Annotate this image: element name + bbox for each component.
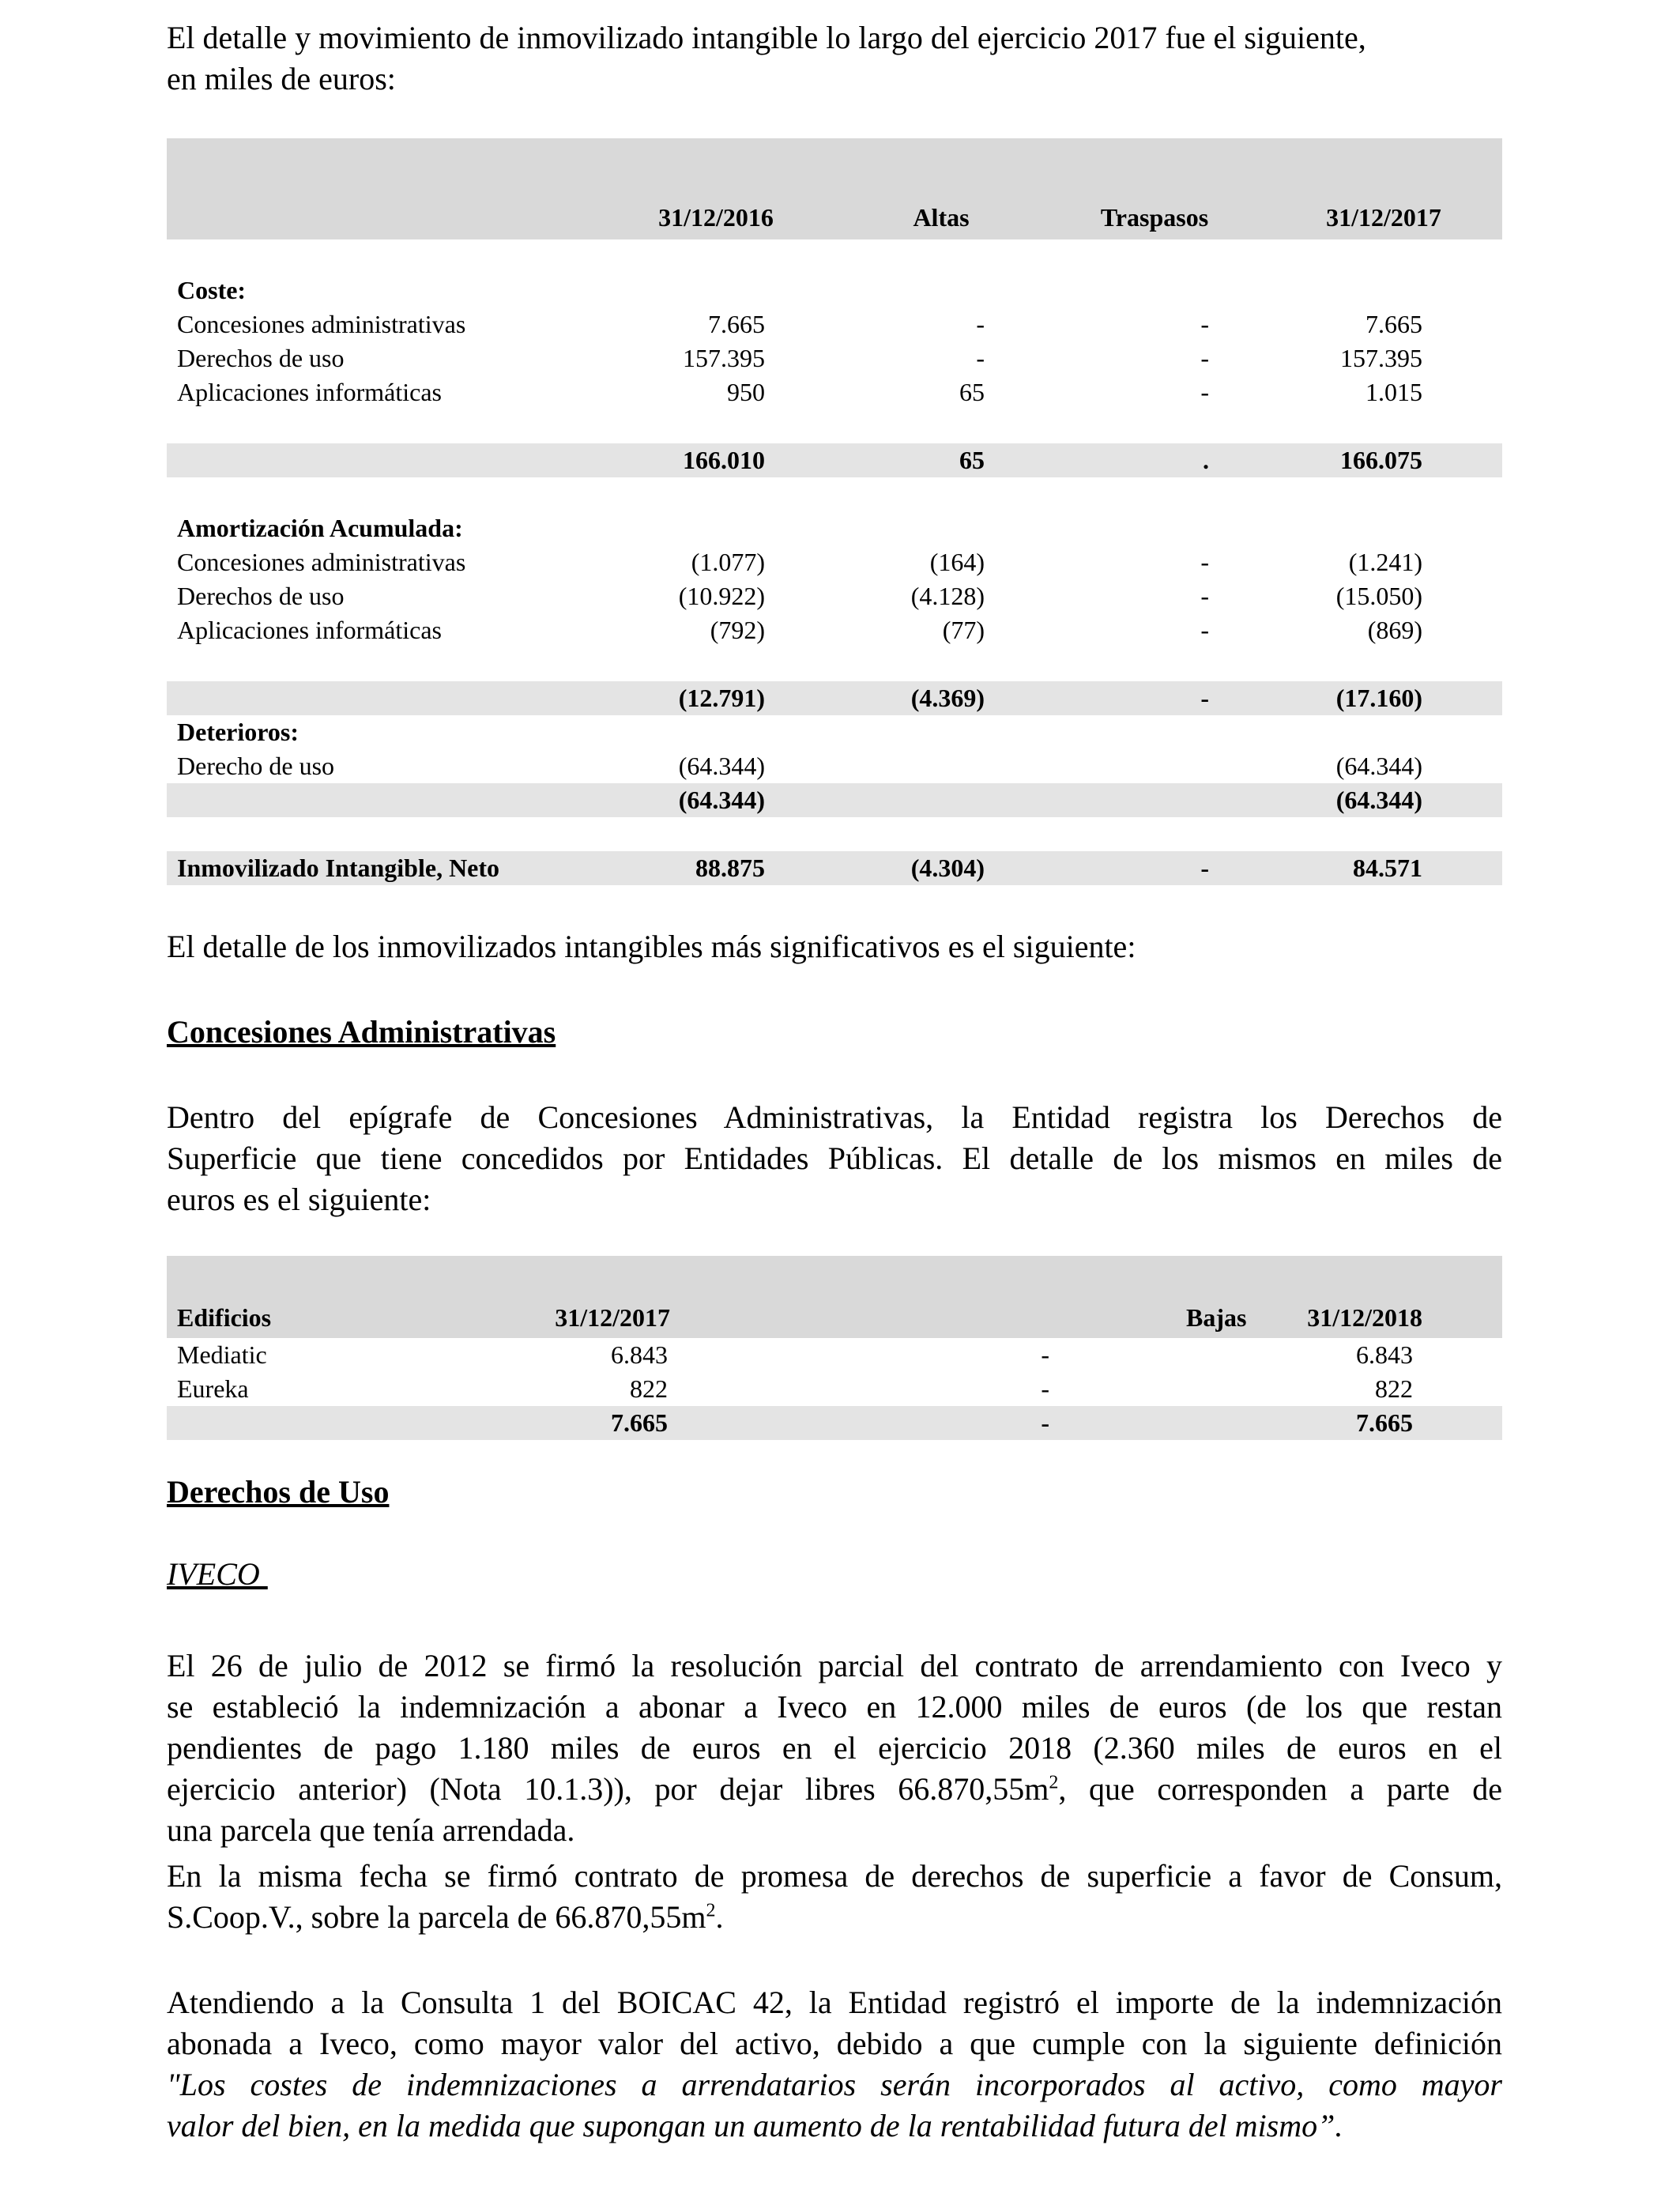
table-header (167, 1256, 1502, 1338)
detail-intro: El detalle de los inmovilizados intangibles más significativos es el siguiente: (167, 929, 1136, 964)
table-row: Derechos de uso (10.922) (4.128) - (15.050) (177, 582, 1422, 610)
section-title-deterioros: Deterioros: (177, 718, 299, 746)
header-col-3: Traspasos (1100, 203, 1209, 232)
header-col-3: 31/12/2018 (1307, 1303, 1422, 1332)
deterioros-total-row: (64.344) (64.344) (167, 783, 1502, 817)
table-row: Aplicaciones informáticas 950 65 - 1.015 (177, 378, 1422, 406)
iveco-paragraph-3: Atendiendo a la Consulta 1 del BOICAC 42, la Entidad registró el importe de la indemnización abonada a Iveco, como mayor valor del activo, debido a que cumple con la siguiente definición "Los costes de indemnizaciones a arrendatarios serán incorporados al activo, como mayor valor del bien, en la medida que supongan un aumento de la rentabilidad futura del mismo”. (167, 1985, 1502, 2143)
concesiones-paragraph: Dentro del epígrafe de Concesiones Administrativas, la Entidad registra los Derechos de Superficie que tiene concedidos por Entidades Públicas. El detalle de los mismos en miles de euros es el siguiente: (167, 1099, 1502, 1217)
table-row: Concesiones administrativas 7.665 - - 7.665 (177, 310, 1422, 338)
table-row: Aplicaciones informáticas (792) (77) - (869) (177, 616, 1422, 644)
table-row: Derecho de uso (64.344) (64.344) (177, 752, 1422, 780)
table-row: Concesiones administrativas (1.077) (164) - (1.241) (177, 548, 1422, 576)
header-edificios: Edificios (177, 1303, 272, 1332)
derechos-heading: Derechos de Uso (167, 1474, 390, 1510)
header-col-2: Bajas (1186, 1303, 1247, 1332)
header-col-1: 31/12/2017 (555, 1303, 670, 1332)
neto-total-row: Inmovilizado Intangible, Neto 88.875 (4.304) - 84.571 (167, 851, 1502, 885)
iveco-paragraph-1: El 26 de julio de 2012 se firmó la resolución parcial del contrato de arrendamiento con Iveco y se estableció la indemnización a abonar a Iveco en 12.000 miles de euros (de los que restan pendientes de pago 1.180 miles de euros en el ejercicio 2018 (2.360 miles de euros en el ejercicio anterior) (Nota 10.1.3)), por dejar libres $66.870,55m^2$, que corresponden a parte de una parcela que tenía arrendada. (167, 1648, 1503, 1848)
table-row: Eureka 822 - 822 (177, 1374, 1413, 1403)
table-row: Derechos de uso 157.395 - - 157.395 (177, 344, 1422, 372)
concesiones-heading: Concesiones Administrativas (167, 1014, 556, 1050)
edificios-total-row: 7.665 - 7.665 (167, 1406, 1502, 1440)
intro-line-1: El detalle y movimiento de inmovilizado intangible lo largo del ejercicio 2017 fue el siguiente, (167, 20, 1366, 55)
table-row: Mediatic 6.843 - 6.843 (177, 1340, 1413, 1369)
coste-total-row: 166.010 65 . 166.075 (167, 443, 1502, 477)
table-header (167, 138, 1502, 239)
intro-line-2: en miles de euros: (167, 61, 396, 96)
header-col-1: 31/12/2016 (658, 203, 774, 232)
section-title-coste: Coste: (177, 276, 247, 304)
amortizacion-total-row: (12.791) (4.369) - (17.160) (167, 681, 1502, 715)
iveco-paragraph-2: En la misma fecha se firmó contrato de promesa de derechos de superficie a favor de Consum, S.Coop.V., sobre la parcela de $66.870,55m^2$. (167, 1858, 1502, 1935)
intangible-movement-table (167, 138, 1502, 885)
header-col-4: 31/12/2017 (1326, 203, 1441, 232)
section-title-amortizacion: Amortización Acumulada: (177, 514, 463, 542)
iveco-subheading: IVECO (167, 1556, 268, 1592)
intro-paragraph (167, 17, 1502, 100)
header-col-2: Altas (913, 203, 970, 232)
edificios-table (167, 1256, 1502, 1440)
